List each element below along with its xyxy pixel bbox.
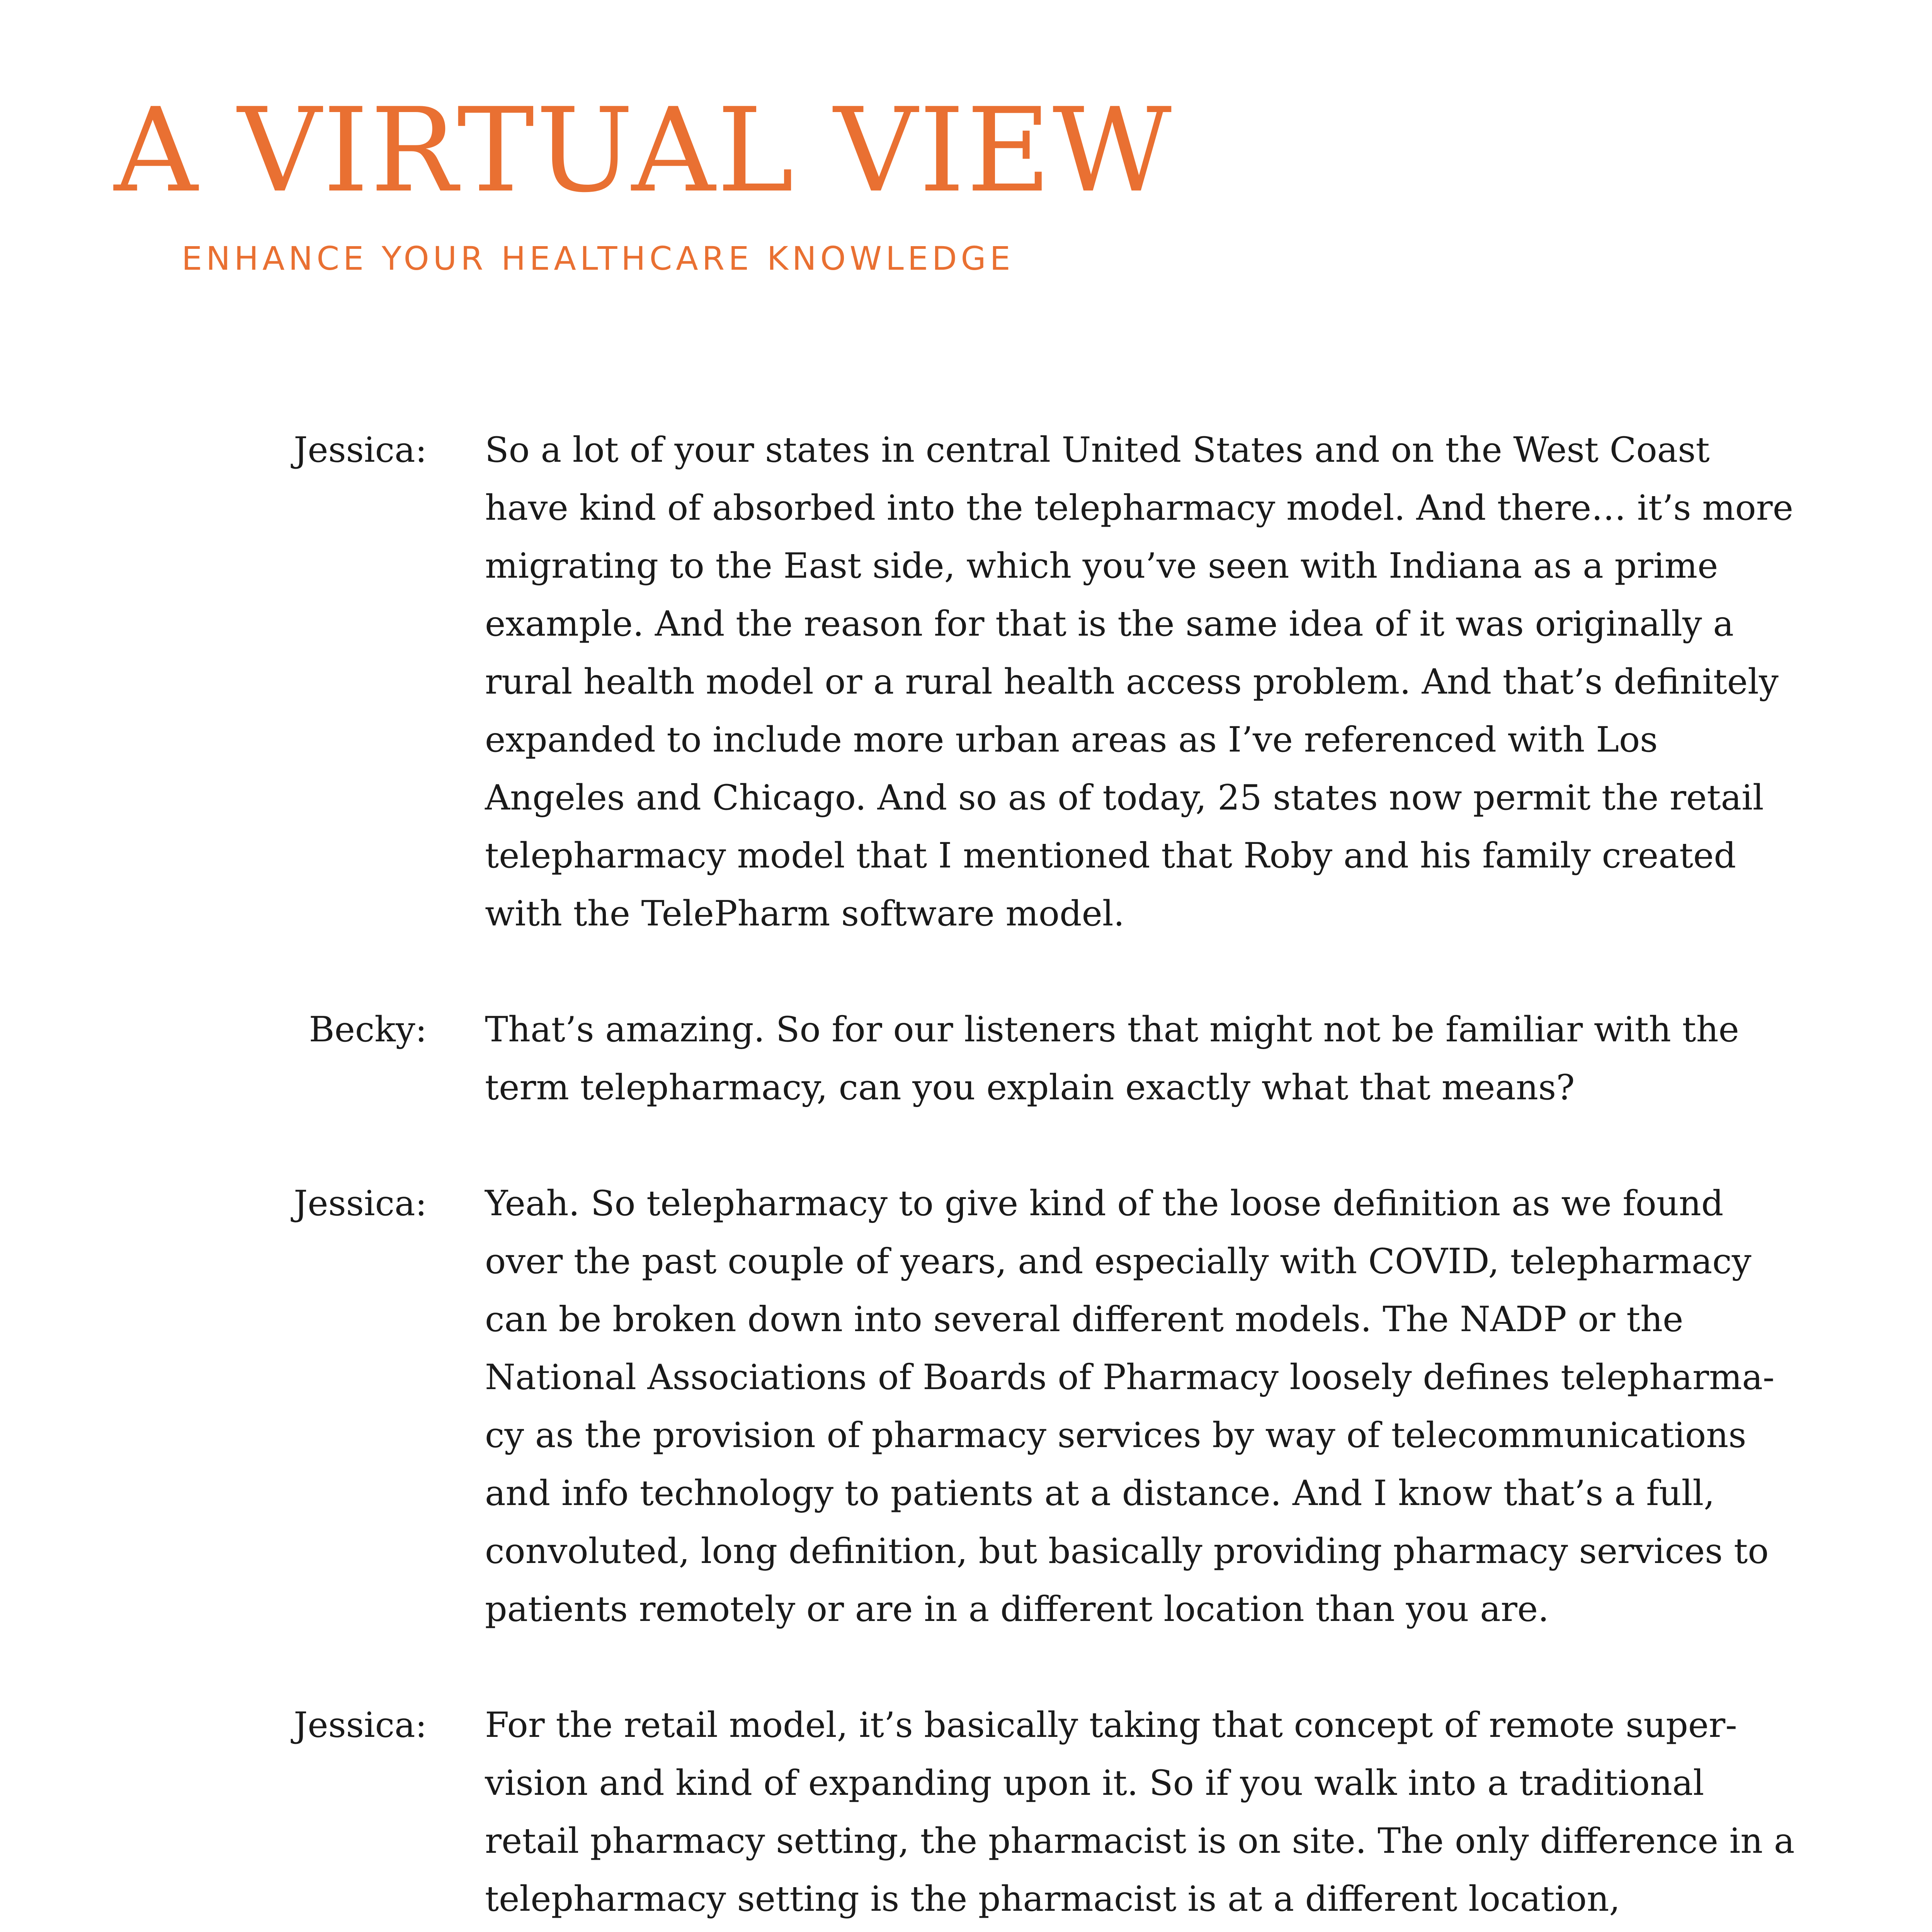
speaker-label: Becky: <box>309 1009 427 1050</box>
transcript-entry <box>294 1175 1801 1638</box>
speaker-label: Jessica: <box>294 1705 427 1745</box>
speaker-text: Yeah. So telepharmacy to give kind of the loose definition as we found over the past couple of years, and especially with COVID, telepharmacy can be broken down into several different models. The NADP or the National Associations of Boards of Pharmacy loosely defines telepharmacy as the provision of pharmacy services by way of telecommunications and info technology to patients at a distance. And I know that’s a full, convoluted, long definition, but basically providing pharmacy services to patients remotely or are in a different location than you are. <box>485 1183 1775 1629</box>
speaker-text: So a lot of your states in central United States and on the West Coast have kind of absorbed into the telepharmacy model. And there… it’s more migrating to the East side, which you’ve seen with Indiana as a prime example. And the reason for that is the same idea of it was originally a rural health model or a rural health access problem. And that’s definitely expanded to include more urban areas as I’ve referenced with Los Angeles and Chicago. And so as of today, 25 states now permit the retail telepharmacy model that I mentioned that Roby and his family created with the TelePharm software model. <box>485 430 1794 934</box>
transcript-entry <box>294 1696 1801 1932</box>
transcript-entry <box>294 1001 1801 1117</box>
page-subtitle: ENHANCE YOUR HEALTHCARE KNOWLEDGE <box>182 240 1014 277</box>
page-title: A VIRTUAL VIEW <box>114 83 1173 218</box>
speaker-label: Jessica: <box>294 1183 427 1224</box>
speaker-text: For the retail model, it’s basically taking that concept of remote supervision and kind of expanding upon it. So if you walk into a traditional retail pharmacy setting, the pharmacist is on site. The only difference in a telepharmacy setting is the pharmacist is at a different location, <box>485 1705 1795 1919</box>
transcript-entry <box>294 421 1801 943</box>
speaker-label: Jessica: <box>294 430 427 470</box>
transcript <box>294 421 1801 1932</box>
speaker-text: That’s amazing. So for our listeners that might not be familiar with the term telepharmacy, can you explain exactly what that means? <box>485 1009 1739 1108</box>
